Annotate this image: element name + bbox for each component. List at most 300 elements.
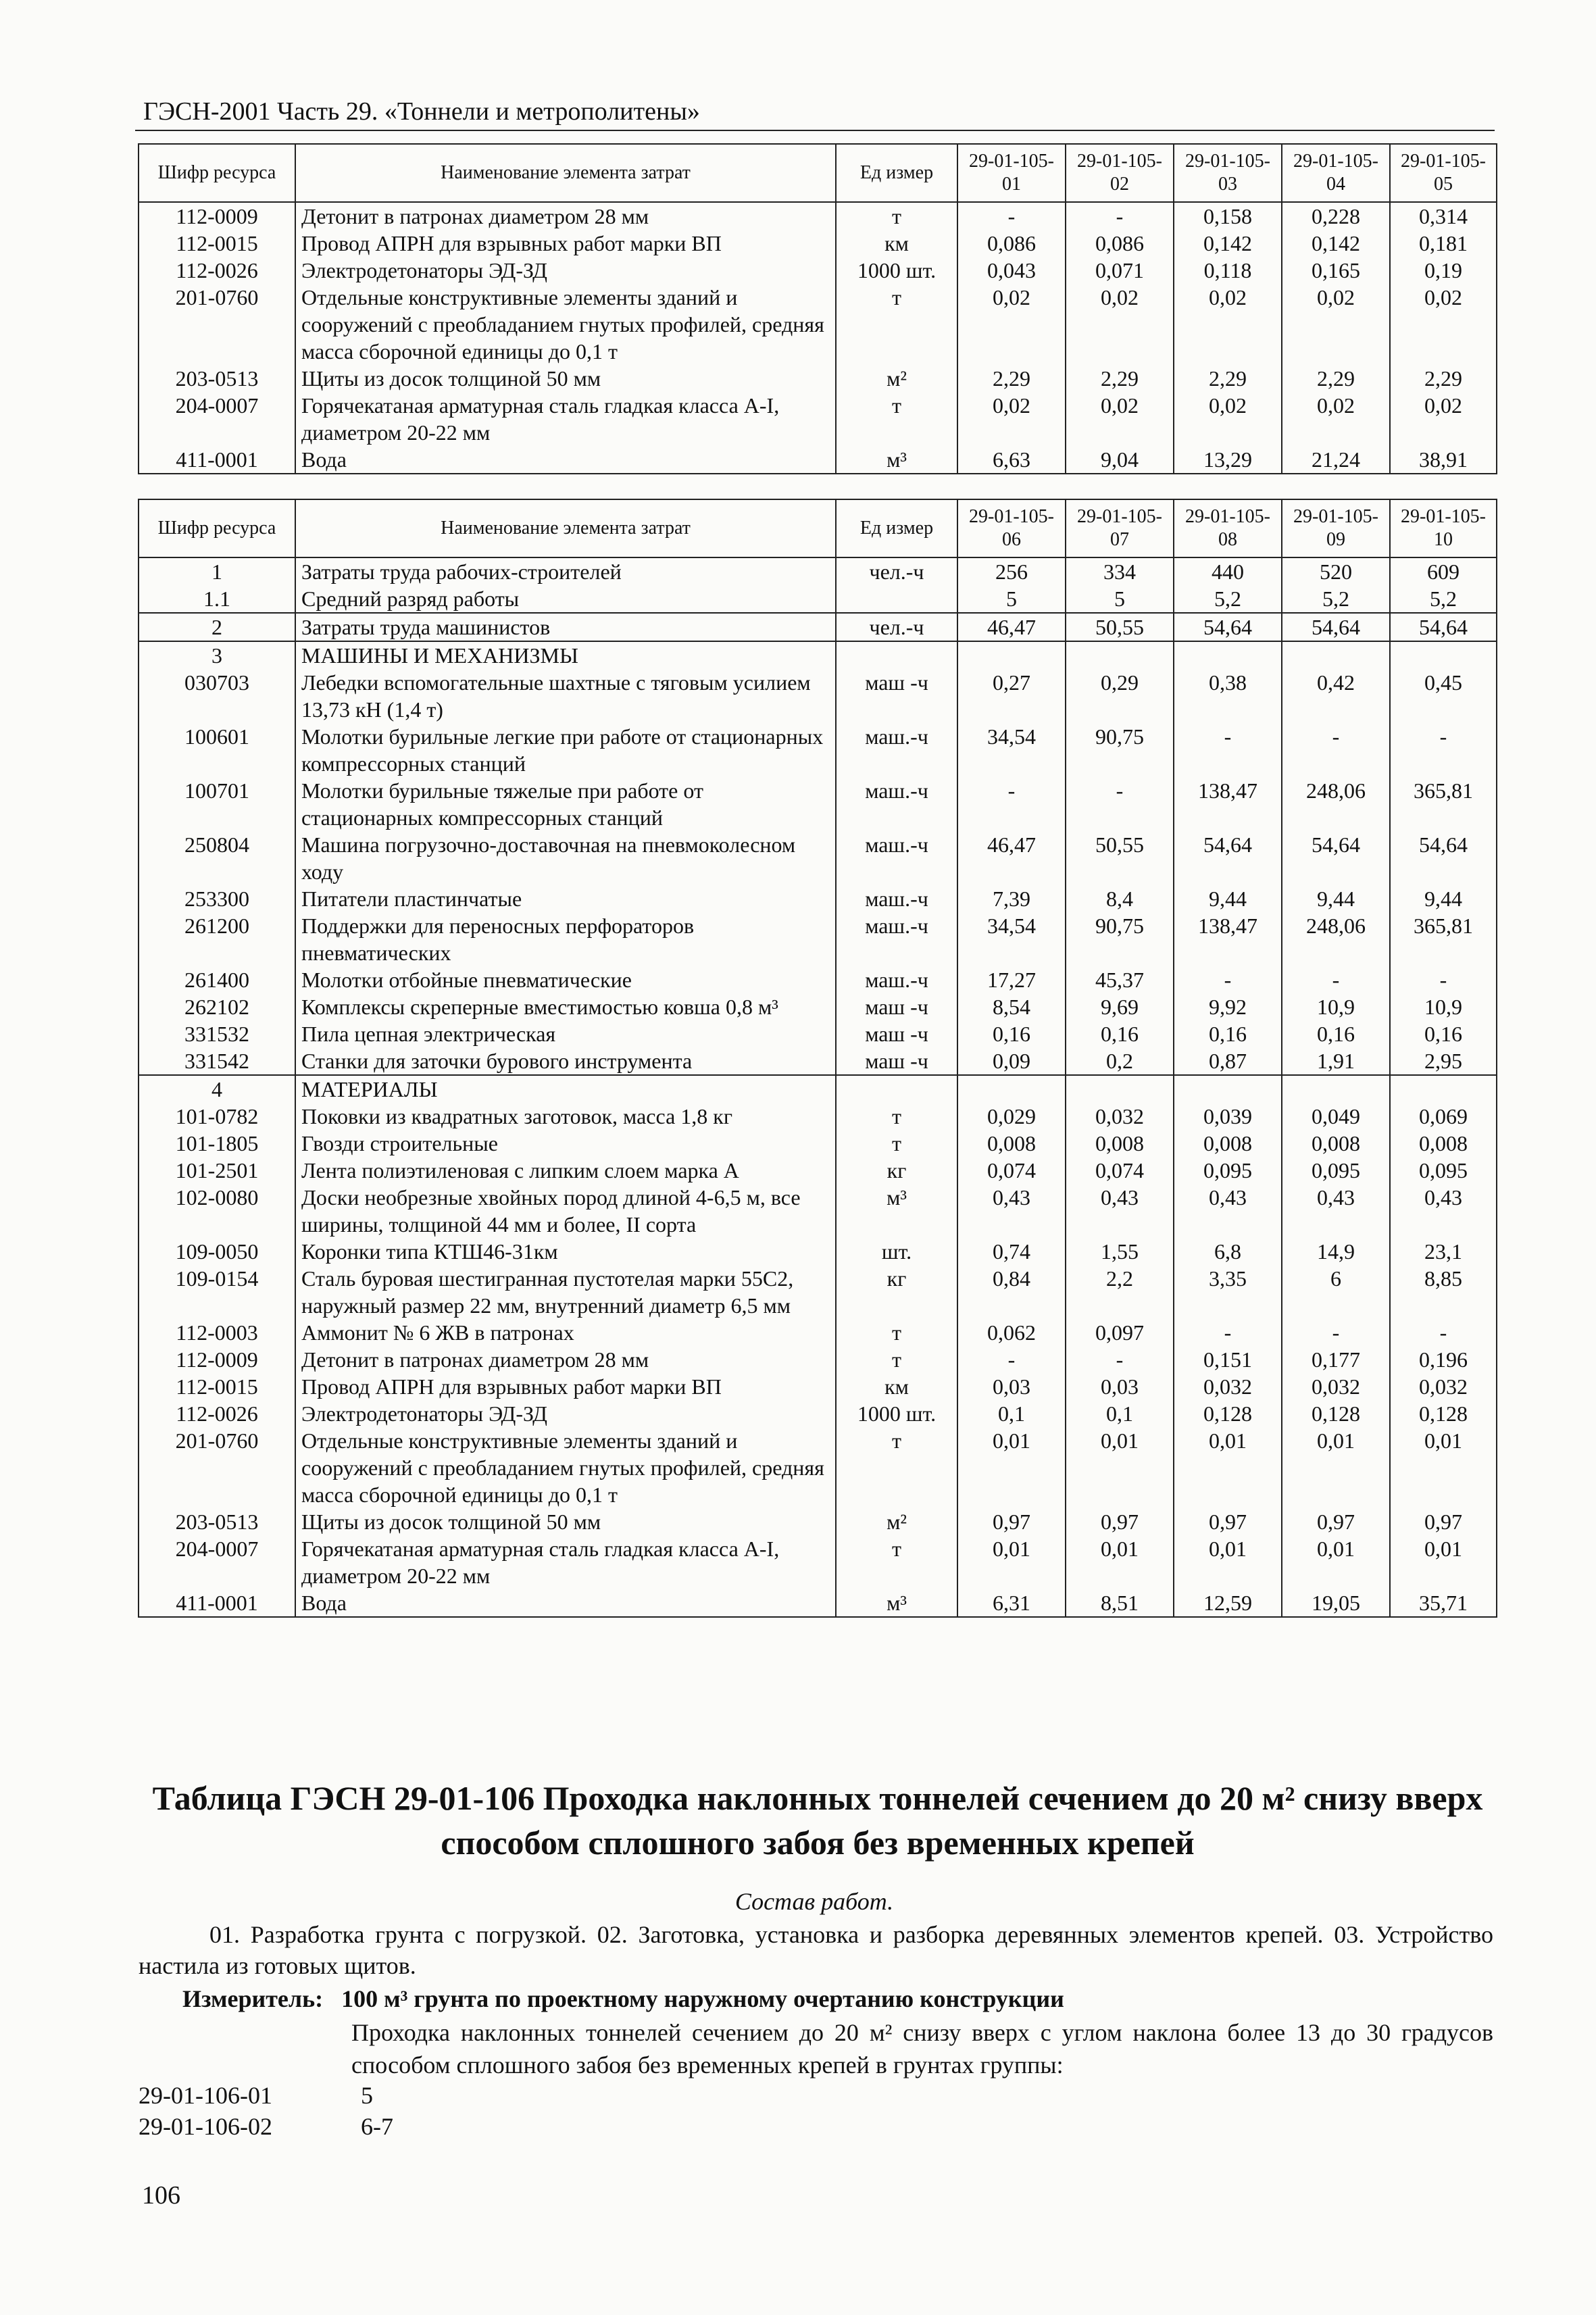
unit-cell: кг	[836, 1265, 957, 1319]
norm-value-cell	[1066, 1075, 1174, 1103]
norm-value-cell: 0,074	[957, 1157, 1066, 1184]
norm-value-cell: 0,128	[1390, 1400, 1497, 1427]
header-divider	[135, 130, 1495, 131]
measurement-unit-value: 100 м³ грунта по проектному наружному очертанию конструкции	[341, 1985, 1064, 2012]
norm-value-cell: 248,06	[1282, 912, 1390, 966]
resource-name-cell: Аммонит № 6 ЖВ в патронах	[295, 1319, 836, 1346]
header-norm-code: 29-01-105-05	[1390, 144, 1497, 202]
resource-name-cell: Коронки типа КТШ46-31км	[295, 1238, 836, 1265]
norm-value-cell: 0,032	[1390, 1373, 1497, 1400]
resource-code-cell: 262102	[139, 993, 295, 1020]
resource-code-cell: 253300	[139, 885, 295, 912]
resource-name-cell: Гвозди строительные	[295, 1130, 836, 1157]
table-row	[139, 1373, 1497, 1400]
norm-variant	[139, 2111, 393, 2142]
resource-code-cell: 101-1805	[139, 1130, 295, 1157]
norm-value-cell: 365,81	[1390, 912, 1497, 966]
norm-value-cell: 13,29	[1174, 446, 1282, 474]
norm-value-cell: 21,24	[1282, 446, 1390, 474]
norm-value-cell: 0,43	[957, 1184, 1066, 1238]
unit-cell: т	[836, 392, 957, 446]
norm-description: Проходка наклонных тоннелей сечением до 20 м² снизу вверх с углом наклона более 13 до 30 градусов способом сплошного забоя без временных крепей в грунтах группы:	[351, 2019, 1493, 2078]
norm-value-cell: 0,02	[1174, 392, 1282, 446]
norm-value-cell	[1066, 641, 1174, 669]
norm-value-cell: 0,02	[1174, 284, 1282, 365]
norm-value-cell: 0,165	[1282, 257, 1390, 284]
norm-value-cell: 8,4	[1066, 885, 1174, 912]
norm-value-cell: -	[1282, 1319, 1390, 1346]
table-row	[139, 993, 1497, 1020]
norm-value-cell: 9,69	[1066, 993, 1174, 1020]
table-row	[139, 365, 1497, 392]
norm-value-cell: 0,43	[1174, 1184, 1282, 1238]
norm-value-cell: -	[957, 202, 1066, 230]
unit-cell: т	[836, 202, 957, 230]
norm-value-cell: 19,05	[1282, 1589, 1390, 1617]
norm-value-cell: 0,01	[1282, 1535, 1390, 1589]
page-number: 106	[142, 2181, 180, 2210]
norm-value-cell: 0,02	[1066, 392, 1174, 446]
table-row	[139, 1508, 1497, 1535]
norm-value-cell: 0,008	[1174, 1130, 1282, 1157]
norm-value-cell: 334	[1066, 557, 1174, 585]
norm-value-cell: 0,1	[1066, 1400, 1174, 1427]
norm-value-cell: 0,02	[957, 392, 1066, 446]
norm-value-cell: 0,097	[1066, 1319, 1174, 1346]
norm-value-cell: 0,095	[1282, 1157, 1390, 1184]
table-row	[139, 1346, 1497, 1373]
norm-value-cell: 0,02	[1390, 392, 1497, 446]
page-header: ГЭСН-2001 Часть 29. «Тоннели и метрополитены»	[143, 97, 700, 126]
unit-cell: маш.-ч	[836, 912, 957, 966]
resource-name-cell: Пила цепная электрическая	[295, 1020, 836, 1047]
table-row	[139, 1130, 1497, 1157]
norm-value-cell: 0,97	[1174, 1508, 1282, 1535]
table-row	[139, 284, 1497, 365]
norm-value-cell: 0,008	[1282, 1130, 1390, 1157]
norm-value-cell: 0,1	[957, 1400, 1066, 1427]
norm-value-cell: 23,1	[1390, 1238, 1497, 1265]
norm-value-cell: 6,63	[957, 446, 1066, 474]
table-row	[139, 1184, 1497, 1238]
norm-value-cell: 54,64	[1174, 613, 1282, 641]
norm-value-cell: 0,16	[1174, 1020, 1282, 1047]
norm-value-cell: 5,2	[1174, 585, 1282, 613]
resource-name-cell: Затраты труда рабочих-строителей	[295, 557, 836, 585]
table-row	[139, 885, 1497, 912]
norm-value-cell	[1390, 1075, 1497, 1103]
norm-value-cell: 138,47	[1174, 777, 1282, 831]
norm-value-cell: 0,142	[1174, 230, 1282, 257]
norm-value-cell: -	[1282, 723, 1390, 777]
unit-cell: 1000 шт.	[836, 1400, 957, 1427]
norm-value-cell: 1,55	[1066, 1238, 1174, 1265]
measurement-unit-label: Измеритель:	[182, 1985, 324, 2012]
resource-name-cell: Щиты из досок толщиной 50 мм	[295, 1508, 836, 1535]
norm-variant-code: 29-01-106-01	[139, 2082, 272, 2109]
resource-code-cell: 204-0007	[139, 392, 295, 446]
resource-code-cell: 411-0001	[139, 446, 295, 474]
unit-cell: кг	[836, 1157, 957, 1184]
resource-name-cell: Детонит в патронах диаметром 28 мм	[295, 202, 836, 230]
header-norm-code: 29-01-105-07	[1066, 499, 1174, 557]
resource-code-cell: 100601	[139, 723, 295, 777]
norm-value-cell: 0,38	[1174, 669, 1282, 723]
unit-cell	[836, 641, 957, 669]
table-body	[139, 202, 1497, 474]
norm-value-cell: 0,151	[1174, 1346, 1282, 1373]
norm-value-cell: 0,01	[1390, 1535, 1497, 1589]
norm-value-cell: 0,086	[1066, 230, 1174, 257]
norm-value-cell: 2,29	[1174, 365, 1282, 392]
resource-table-105-01-05	[138, 143, 1497, 474]
table-row	[139, 585, 1497, 613]
header-norm-code: 29-01-105-01	[957, 144, 1066, 202]
norm-value-cell: -	[1066, 1346, 1174, 1373]
norm-value-cell: 0,032	[1066, 1103, 1174, 1130]
norm-value-cell: 3,35	[1174, 1265, 1282, 1319]
norm-value-cell: 256	[957, 557, 1066, 585]
header-unit: Ед измер	[836, 144, 957, 202]
resource-name-cell: Питатели пластинчатые	[295, 885, 836, 912]
norm-value-cell: 0,03	[957, 1373, 1066, 1400]
unit-cell: т	[836, 1103, 957, 1130]
table-title-line1: Таблица ГЭСН 29-01-106 Проходка наклонных тоннелей сечением до 20 м² снизу вверх	[152, 1779, 1483, 1817]
table-header-row	[139, 144, 1497, 202]
norm-value-cell: 0,97	[1066, 1508, 1174, 1535]
norm-value-cell	[1174, 1075, 1282, 1103]
norm-value-cell: 54,64	[1390, 613, 1497, 641]
norm-value-cell: -	[957, 777, 1066, 831]
norm-value-cell: 0,181	[1390, 230, 1497, 257]
norm-value-cell: 609	[1390, 557, 1497, 585]
norm-value-cell	[957, 641, 1066, 669]
resource-name-cell: Отдельные конструктивные элементы зданий и сооружений с преобладанием гнутых профилей, средняя масса сборочной единицы до 0,1 т	[295, 1427, 836, 1508]
norm-value-cell: 0,095	[1390, 1157, 1497, 1184]
norm-value-cell: 0,118	[1174, 257, 1282, 284]
norm-value-cell: 45,37	[1066, 966, 1174, 993]
norm-value-cell: 90,75	[1066, 723, 1174, 777]
unit-cell: км	[836, 1373, 957, 1400]
norm-value-cell: -	[1174, 723, 1282, 777]
unit-cell: маш -ч	[836, 1047, 957, 1075]
resource-name-cell: Электродетонаторы ЭД-ЗД	[295, 1400, 836, 1427]
norm-value-cell: 8,51	[1066, 1589, 1174, 1617]
norm-value-cell: 0,142	[1282, 230, 1390, 257]
resource-code-cell: 261200	[139, 912, 295, 966]
norm-value-cell: 0,02	[1390, 284, 1497, 365]
resource-code-cell: 411-0001	[139, 1589, 295, 1617]
norm-value-cell: 34,54	[957, 723, 1066, 777]
table-row	[139, 1535, 1497, 1589]
norm-value-cell: 0,01	[1066, 1427, 1174, 1508]
norm-value-cell: 0,42	[1282, 669, 1390, 723]
norm-value-cell: 0,02	[1282, 392, 1390, 446]
resource-code-cell: 204-0007	[139, 1535, 295, 1589]
resource-name-cell: Горячекатаная арматурная сталь гладкая класса А-I, диаметром 20-22 мм	[295, 392, 836, 446]
norm-value-cell: 0,314	[1390, 202, 1497, 230]
measurement-unit	[182, 1983, 1493, 2014]
resource-name-cell: Провод АПРН для взрывных работ марки ВП	[295, 230, 836, 257]
norm-value-cell: 0,16	[1390, 1020, 1497, 1047]
unit-cell: маш -ч	[836, 993, 957, 1020]
unit-cell: маш.-ч	[836, 777, 957, 831]
norm-value-cell: 0,43	[1066, 1184, 1174, 1238]
norm-value-cell: 0,039	[1174, 1103, 1282, 1130]
unit-cell: маш.-ч	[836, 723, 957, 777]
norm-value-cell: -	[1390, 723, 1497, 777]
norm-value-cell: 0,043	[957, 257, 1066, 284]
norm-value-cell: 1,91	[1282, 1047, 1390, 1075]
resource-name-cell: Доски необрезные хвойных пород длиной 4-6,5 м, все ширины, толщиной 44 мм и более, II сорта	[295, 1184, 836, 1238]
norm-value-cell: 54,64	[1282, 831, 1390, 885]
table-body	[139, 557, 1497, 1617]
norm-value-cell: 0,01	[957, 1535, 1066, 1589]
resource-code-cell: 101-2501	[139, 1157, 295, 1184]
resource-name-cell: Молотки бурильные тяжелые при работе от стационарных компрессорных станций	[295, 777, 836, 831]
norm-value-cell: 0,049	[1282, 1103, 1390, 1130]
norm-value-cell: 9,04	[1066, 446, 1174, 474]
unit-cell: т	[836, 284, 957, 365]
resource-name-cell: Вода	[295, 446, 836, 474]
norm-value-cell: 5,2	[1282, 585, 1390, 613]
table-row	[139, 1265, 1497, 1319]
norm-value-cell: 10,9	[1282, 993, 1390, 1020]
table-row	[139, 1319, 1497, 1346]
norm-value-cell: 0,128	[1174, 1400, 1282, 1427]
table-title-line2: способом сплошного забоя без временных крепей	[441, 1824, 1195, 1862]
norm-value-cell: 0,008	[957, 1130, 1066, 1157]
norm-value-cell: 0,095	[1174, 1157, 1282, 1184]
norm-value-cell: 5,2	[1390, 585, 1497, 613]
unit-cell: маш.-ч	[836, 831, 957, 885]
norm-value-cell: -	[1390, 1319, 1497, 1346]
table-row	[139, 446, 1497, 474]
resource-code-cell: 112-0009	[139, 1346, 295, 1373]
resource-code-cell: 201-0760	[139, 284, 295, 365]
norm-value-cell: 90,75	[1066, 912, 1174, 966]
resource-name-cell: Станки для заточки бурового инструмента	[295, 1047, 836, 1075]
unit-cell: маш.-ч	[836, 966, 957, 993]
norm-value-cell: 17,27	[957, 966, 1066, 993]
resource-code-cell: 331532	[139, 1020, 295, 1047]
unit-cell: т	[836, 1535, 957, 1589]
norm-value-cell: 0,071	[1066, 257, 1174, 284]
norm-variant-code: 29-01-106-02	[139, 2113, 272, 2140]
norm-value-cell: 9,44	[1174, 885, 1282, 912]
norm-value-cell: 520	[1282, 557, 1390, 585]
unit-cell: маш -ч	[836, 1020, 957, 1047]
norm-value-cell: 5	[1066, 585, 1174, 613]
norm-value-cell: 35,71	[1390, 1589, 1497, 1617]
norm-value-cell: 0,45	[1390, 669, 1497, 723]
norm-value-cell: 0,086	[957, 230, 1066, 257]
resource-code-cell: 101-0782	[139, 1103, 295, 1130]
norm-value-cell: -	[1282, 966, 1390, 993]
table-row	[139, 1157, 1497, 1184]
norm-value-cell: 0,02	[1282, 284, 1390, 365]
norm-value-cell: 0,008	[1066, 1130, 1174, 1157]
norm-value-cell: 0,87	[1174, 1047, 1282, 1075]
resource-name-cell: Затраты труда машинистов	[295, 613, 836, 641]
norm-value-cell: 248,06	[1282, 777, 1390, 831]
norm-value-cell: 0,97	[1390, 1508, 1497, 1535]
norm-value-cell: 9,44	[1282, 885, 1390, 912]
resource-name-cell: Молотки бурильные легкие при работе от стационарных компрессорных станций	[295, 723, 836, 777]
norm-value-cell: 14,9	[1282, 1238, 1390, 1265]
norm-value-cell: 8,85	[1390, 1265, 1497, 1319]
norm-value-cell: 0,158	[1174, 202, 1282, 230]
resource-name-cell: Вода	[295, 1589, 836, 1617]
norm-value-cell: 0,43	[1282, 1184, 1390, 1238]
norm-value-cell: 0,01	[1282, 1427, 1390, 1508]
norm-value-cell: 0,74	[957, 1238, 1066, 1265]
norm-value-cell: 0,16	[957, 1020, 1066, 1047]
table-row	[139, 831, 1497, 885]
resource-code-cell: 102-0080	[139, 1184, 295, 1238]
norm-value-cell: 0,43	[1390, 1184, 1497, 1238]
norm-value-cell: 50,55	[1066, 831, 1174, 885]
resource-code-cell: 331542	[139, 1047, 295, 1075]
norm-value-cell	[1282, 641, 1390, 669]
norm-value-cell: 8,54	[957, 993, 1066, 1020]
norm-value-cell: -	[1066, 777, 1174, 831]
norm-value-cell: 0,01	[1066, 1535, 1174, 1589]
resource-name-cell: Электродетонаторы ЭД-ЗД	[295, 257, 836, 284]
table-row	[139, 1103, 1497, 1130]
header-norm-code: 29-01-105-09	[1282, 499, 1390, 557]
norm-value-cell: 5	[957, 585, 1066, 613]
norm-value-cell: 0,02	[957, 284, 1066, 365]
norm-value-cell: 0,97	[1282, 1508, 1390, 1535]
section-title-cell: МАТЕРИАЛЫ	[295, 1075, 836, 1103]
norm-value-cell: 2,95	[1390, 1047, 1497, 1075]
resource-code-cell: 4	[139, 1075, 295, 1103]
unit-cell: м²	[836, 1508, 957, 1535]
resource-name-cell: Отдельные конструктивные элементы зданий и сооружений с преобладанием гнутых профилей, средняя масса сборочной единицы до 0,1 т	[295, 284, 836, 365]
norm-value-cell: 365,81	[1390, 777, 1497, 831]
resource-table-105-06-10	[138, 499, 1497, 1618]
table-row	[139, 1047, 1497, 1075]
norm-value-cell: 2,29	[1066, 365, 1174, 392]
norm-value-cell: 10,9	[1390, 993, 1497, 1020]
resource-name-cell: Сталь буровая шестигранная пустотелая марки 55С2, наружный размер 22 мм, внутренний диаметр 6,5 мм	[295, 1265, 836, 1319]
norm-value-cell: 38,91	[1390, 446, 1497, 474]
header-norm-code: 29-01-105-10	[1390, 499, 1497, 557]
norm-value-cell: 0,032	[1282, 1373, 1390, 1400]
norm-value-cell: 0,01	[1174, 1535, 1282, 1589]
norm-value-cell: 0,09	[957, 1047, 1066, 1075]
norm-value-cell: 50,55	[1066, 613, 1174, 641]
norm-value-cell: 0,97	[957, 1508, 1066, 1535]
resource-name-cell: Лебедки вспомогательные шахтные с тяговым усилием 13,73 кН (1,4 т)	[295, 669, 836, 723]
table-row	[139, 1238, 1497, 1265]
norm-variant-group: 6-7	[361, 2113, 393, 2140]
resource-code-cell: 250804	[139, 831, 295, 885]
resource-code-cell: 112-0003	[139, 1319, 295, 1346]
section-title-cell: МАШИНЫ И МЕХАНИЗМЫ	[295, 641, 836, 669]
table-row	[139, 1589, 1497, 1617]
table-row	[139, 557, 1497, 585]
norm-value-cell: 34,54	[957, 912, 1066, 966]
norm-value-cell: 0,128	[1282, 1400, 1390, 1427]
unit-cell: чел.-ч	[836, 613, 957, 641]
unit-cell	[836, 1075, 957, 1103]
norm-value-cell: -	[1066, 202, 1174, 230]
norm-value-cell: 2,2	[1066, 1265, 1174, 1319]
header-norm-code: 29-01-105-06	[957, 499, 1066, 557]
table-row	[139, 1400, 1497, 1427]
norm-value-cell: 0,008	[1390, 1130, 1497, 1157]
resource-name-cell: Лента полиэтиленовая с липким слоем марка А	[295, 1157, 836, 1184]
resource-code-cell: 203-0513	[139, 1508, 295, 1535]
header-norm-code: 29-01-105-02	[1066, 144, 1174, 202]
norm-value-cell: 0,069	[1390, 1103, 1497, 1130]
unit-cell: шт.	[836, 1238, 957, 1265]
work-composition-text: 01. Разработка грунта с погрузкой. 02. Заготовка, установка и разборка деревянных элементов крепей. 03. Устройство настила из готовых щитов.	[139, 1921, 1493, 1979]
norm-value-cell	[1390, 641, 1497, 669]
unit-cell: маш -ч	[836, 669, 957, 723]
norm-value-cell: 2,29	[957, 365, 1066, 392]
resource-name-cell: Поковки из квадратных заготовок, масса 1,8 кг	[295, 1103, 836, 1130]
resource-name-cell: Горячекатаная арматурная сталь гладкая класса А-I, диаметром 20-22 мм	[295, 1535, 836, 1589]
norm-variant-group: 5	[361, 2082, 373, 2109]
resource-code-cell: 2	[139, 613, 295, 641]
unit-cell: м³	[836, 1589, 957, 1617]
resource-code-cell: 112-0015	[139, 1373, 295, 1400]
table-row	[139, 230, 1497, 257]
norm-value-cell: 6,8	[1174, 1238, 1282, 1265]
norm-value-cell: 0,2	[1066, 1047, 1174, 1075]
section-row	[139, 641, 1497, 669]
resource-name-cell: Поддержки для переносных перфораторов пневматических	[295, 912, 836, 966]
norm-value-cell: 0,228	[1282, 202, 1390, 230]
norm-value-cell: 46,47	[957, 831, 1066, 885]
resource-code-cell: 112-0009	[139, 202, 295, 230]
header-code: Шифр ресурса	[139, 499, 295, 557]
table-row	[139, 912, 1497, 966]
unit-cell: т	[836, 1427, 957, 1508]
resource-name-cell: Провод АПРН для взрывных работ марки ВП	[295, 1373, 836, 1400]
norm-value-cell: 0,032	[1174, 1373, 1282, 1400]
resource-code-cell: 3	[139, 641, 295, 669]
unit-cell: м³	[836, 1184, 957, 1238]
table-row	[139, 1427, 1497, 1508]
unit-cell: 1000 шт.	[836, 257, 957, 284]
unit-cell: чел.-ч	[836, 557, 957, 585]
norm-value-cell: 0,029	[957, 1103, 1066, 1130]
resource-name-cell: Молотки отбойные пневматические	[295, 966, 836, 993]
norm-value-cell: 9,92	[1174, 993, 1282, 1020]
norm-value-cell: -	[957, 1346, 1066, 1373]
table-row	[139, 723, 1497, 777]
norm-value-cell: 0,01	[1174, 1427, 1282, 1508]
table-row	[139, 613, 1497, 641]
norm-value-cell: 0,16	[1282, 1020, 1390, 1047]
table-title	[128, 1776, 1507, 1865]
norm-value-cell: 6	[1282, 1265, 1390, 1319]
norm-value-cell: 138,47	[1174, 912, 1282, 966]
norm-value-cell: 54,64	[1282, 613, 1390, 641]
norm-value-cell	[1282, 1075, 1390, 1103]
resource-code-cell: 112-0026	[139, 257, 295, 284]
norm-value-cell: -	[1174, 1319, 1282, 1346]
norm-value-cell: 0,16	[1066, 1020, 1174, 1047]
norm-value-cell: -	[1174, 966, 1282, 993]
resource-code-cell: 109-0154	[139, 1265, 295, 1319]
norm-variant	[139, 2080, 373, 2111]
norm-value-cell: 0,19	[1390, 257, 1497, 284]
